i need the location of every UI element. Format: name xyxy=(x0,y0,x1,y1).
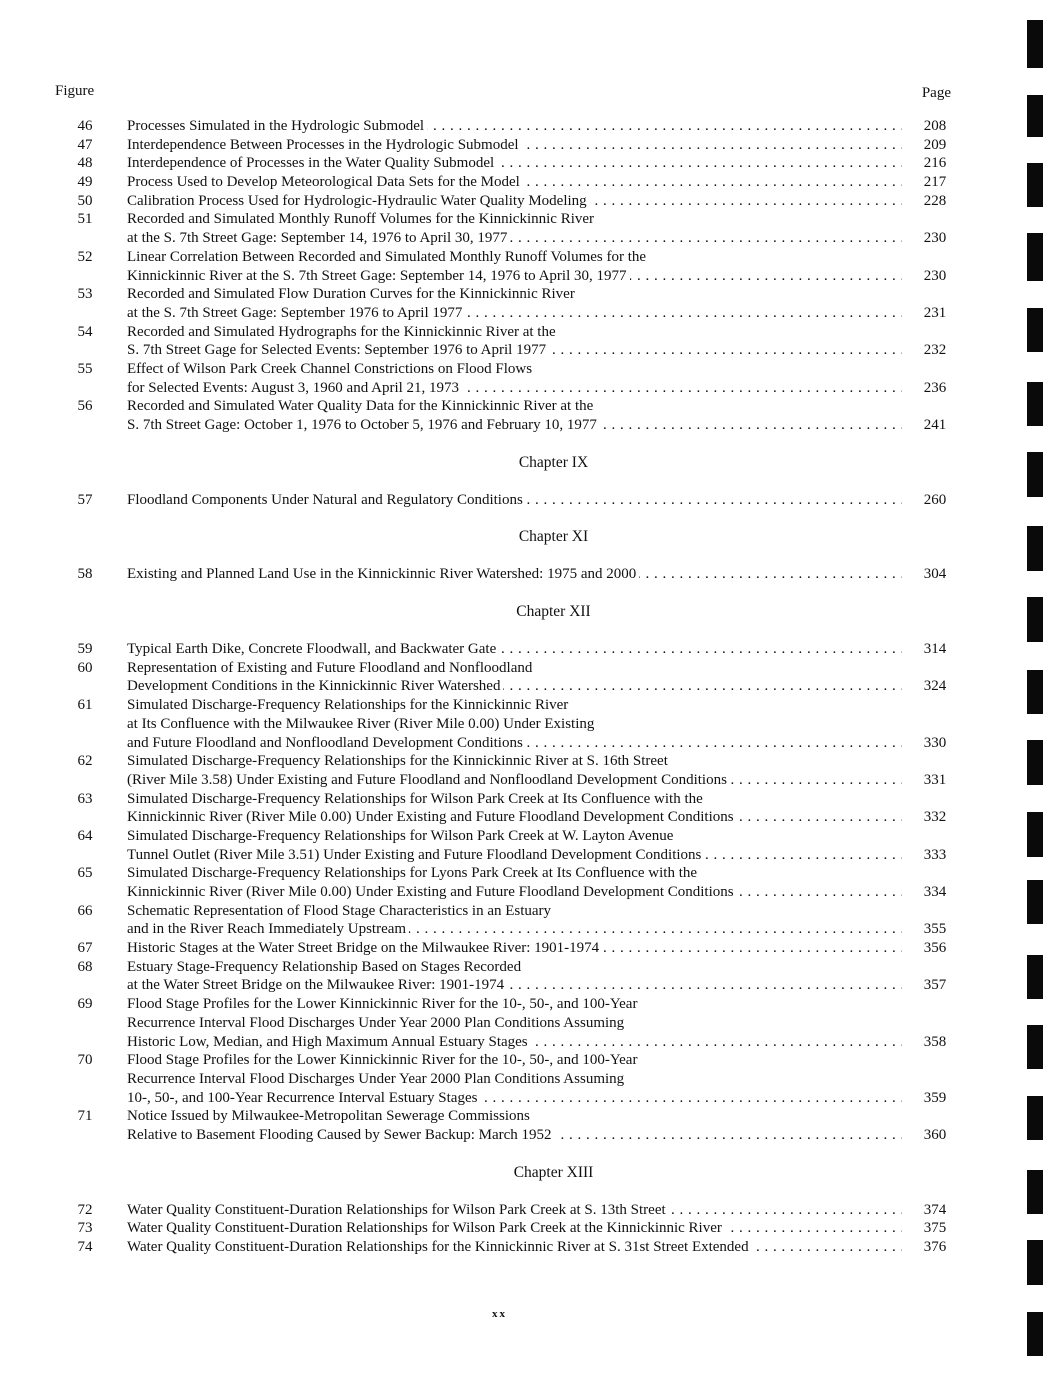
entry-title-text xyxy=(127,677,902,696)
chapter-heading: Chapter XI xyxy=(518,528,589,546)
scan-mark xyxy=(1027,1170,1043,1214)
entry-title-text xyxy=(127,173,902,192)
figure-title-line: Kinnickinnic River (River Mile 0.00) Under Existing and Future Floodland Development Conditions xyxy=(127,809,737,825)
figure-number: 57 xyxy=(77,491,93,508)
entry-title-text xyxy=(127,304,902,323)
entry-line xyxy=(0,640,1057,659)
entry-line xyxy=(0,790,1057,809)
page-number: 208 xyxy=(923,118,947,134)
entry-line xyxy=(0,995,1057,1014)
entry-line xyxy=(0,659,1057,678)
entry-title-text xyxy=(127,715,907,734)
entry-line xyxy=(0,491,1057,510)
figure-entry xyxy=(0,659,1057,696)
figure-number: 58 xyxy=(77,566,93,583)
entry-title-text xyxy=(127,696,907,715)
entry-title-text xyxy=(127,659,907,678)
entry-line xyxy=(0,1033,1057,1052)
entry-line xyxy=(0,883,1057,902)
figure-number: 50 xyxy=(77,192,93,209)
page-number: 216 xyxy=(923,155,947,172)
scan-mark xyxy=(1027,308,1043,352)
figure-title-line: at the S. 7th Street Gage: September 14, 1976 to April 30, 1977 xyxy=(127,230,510,246)
figure-number: 73 xyxy=(77,1220,93,1237)
figure-entry xyxy=(0,1219,1057,1238)
entry-line xyxy=(0,1107,1057,1126)
entry-line xyxy=(0,341,1057,360)
entry-line xyxy=(0,734,1057,753)
figure-title-line: Estuary Stage-Frequency Relationship Based on Stages Recorded xyxy=(127,959,524,975)
figure-entry xyxy=(0,1051,1057,1107)
figure-number: 47 xyxy=(77,136,93,153)
figure-title-line: Existing and Planned Land Use in the Kinnickinnic River Watershed: 1975 and 2000 xyxy=(127,566,639,582)
scan-mark xyxy=(1027,20,1043,68)
entry-title-text xyxy=(127,229,902,248)
entry-line xyxy=(0,248,1057,267)
scan-mark xyxy=(1027,163,1043,207)
figure-title-line: and in the River Reach Immediately Upstream xyxy=(127,921,409,937)
figure-entry xyxy=(0,360,1057,397)
figure-number: 51 xyxy=(77,211,93,228)
page-number: 304 xyxy=(923,566,947,583)
figure-title-line: Water Quality Constituent-Duration Relationships for the Kinnickinnic River at S. 31st Street Extended xyxy=(127,1239,752,1255)
entry-line xyxy=(0,1238,1057,1257)
figure-title-line: Simulated Discharge-Frequency Relationships for Lyons Park Creek at Its Confluence with the xyxy=(127,865,700,881)
figure-entry xyxy=(0,397,1057,434)
figure-number: 64 xyxy=(77,827,93,844)
entry-title-text xyxy=(127,136,902,155)
entry-line xyxy=(0,416,1057,435)
page-number: 228 xyxy=(923,192,947,209)
figure-title-line: Development Conditions in the Kinnickinnic River Watershed xyxy=(127,678,503,694)
page-number: 331 xyxy=(923,771,947,788)
entry-title-text xyxy=(127,491,902,510)
entry-title-text xyxy=(127,1238,902,1257)
figure-title-line: Notice Issued by Milwaukee-Metropolitan Sewerage Commissions xyxy=(127,1108,533,1124)
entry-title-text xyxy=(127,360,907,379)
entry-title-text xyxy=(127,1033,902,1052)
figure-title-line: Calibration Process Used for Hydrologic-Hydraulic Water Quality Modeling xyxy=(127,193,590,209)
figure-number: 65 xyxy=(77,865,93,882)
figure-number: 54 xyxy=(77,323,93,340)
figure-title-line: Effect of Wilson Park Creek Channel Constrictions on Flood Flows xyxy=(127,361,535,377)
entry-line xyxy=(0,1201,1057,1220)
figure-title-line: Typical Earth Dike, Concrete Floodwall, and Backwater Gate xyxy=(127,641,499,657)
figure-title-line: Relative to Basement Flooding Caused by Sewer Backup: March 1952 xyxy=(127,1127,555,1143)
page-number: 324 xyxy=(923,678,947,695)
scan-mark xyxy=(1027,382,1043,426)
figure-title-line: S. 7th Street Gage for Selected Events: September 1976 to April 1977 xyxy=(127,342,549,358)
entry-title-text xyxy=(127,1107,907,1126)
entry-line xyxy=(0,267,1057,286)
entry-title-text xyxy=(127,323,907,342)
entry-title-text xyxy=(127,920,902,939)
entry-title-text xyxy=(127,397,907,416)
figure-title-line: 10-, 50-, and 100-Year Recurrence Interval Estuary Stages xyxy=(127,1090,480,1106)
list-of-figures xyxy=(0,117,1057,1257)
entry-line xyxy=(0,752,1057,771)
entry-line xyxy=(0,192,1057,211)
entry-line xyxy=(0,1014,1057,1033)
figure-title-line: Interdependence of Processes in the Water Quality Submodel xyxy=(127,155,497,171)
entry-title-text xyxy=(127,640,902,659)
page-number: 232 xyxy=(923,342,947,359)
figure-number: 68 xyxy=(77,958,93,975)
figure-number: 71 xyxy=(77,1108,93,1125)
figure-number: 62 xyxy=(77,753,93,770)
entry-title-text xyxy=(127,883,902,902)
figure-title-line: Tunnel Outlet (River Mile 3.51) Under Existing and Future Floodland Development Conditions xyxy=(127,847,704,863)
figure-entry xyxy=(0,285,1057,322)
entry-line xyxy=(0,902,1057,921)
page-number-footer: xx xyxy=(492,1308,507,1320)
page-number: 230 xyxy=(923,267,947,284)
figure-entry xyxy=(0,136,1057,155)
entry-title-text xyxy=(127,1014,907,1033)
entry-title-text xyxy=(127,846,902,865)
page-number: 360 xyxy=(923,1126,947,1143)
entry-line xyxy=(0,827,1057,846)
entry-title-text xyxy=(127,565,902,584)
entry-title-text xyxy=(127,416,902,435)
entry-title-text xyxy=(127,248,907,267)
entry-line xyxy=(0,696,1057,715)
entry-title-text xyxy=(127,808,902,827)
figure-entry xyxy=(0,939,1057,958)
entry-title-text xyxy=(127,734,902,753)
figure-title-line: Simulated Discharge-Frequency Relationships for Wilson Park Creek at Its Confluence with the xyxy=(127,791,706,807)
entry-line xyxy=(0,846,1057,865)
page-number: 231 xyxy=(923,304,947,321)
figure-number: 52 xyxy=(77,248,93,265)
entry-line xyxy=(0,323,1057,342)
figure-entry xyxy=(0,154,1057,173)
figure-entry xyxy=(0,1201,1057,1220)
figure-entry xyxy=(0,323,1057,360)
scan-mark xyxy=(1027,670,1043,714)
figure-title-line: Historic Low, Median, and High Maximum Annual Estuary Stages xyxy=(127,1034,531,1050)
page-number: 374 xyxy=(923,1201,947,1218)
figure-title-line: Floodland Components Under Natural and Regulatory Conditions xyxy=(127,492,526,508)
figure-column-header: Figure xyxy=(55,83,95,99)
figure-number: 66 xyxy=(77,902,93,919)
figure-title-line: at the S. 7th Street Gage: September 1976 to April 1977 xyxy=(127,305,465,321)
page-number: 376 xyxy=(923,1239,947,1255)
entry-line xyxy=(0,958,1057,977)
entry-title-text xyxy=(127,210,907,229)
scan-mark xyxy=(1027,1096,1043,1140)
figure-title-line: Recurrence Interval Flood Discharges Under Year 2000 Plan Conditions Assuming xyxy=(127,1071,627,1087)
entry-line xyxy=(0,715,1057,734)
entry-title-text xyxy=(127,192,902,211)
figure-title-line: Processes Simulated in the Hydrologic Submodel xyxy=(127,118,427,134)
entry-line xyxy=(0,229,1057,248)
entry-title-text xyxy=(127,790,907,809)
figure-entry xyxy=(0,117,1057,136)
page-number: 357 xyxy=(923,977,947,994)
entry-line xyxy=(0,397,1057,416)
entry-line xyxy=(0,864,1057,883)
figure-number: 56 xyxy=(77,398,93,415)
entry-title-text xyxy=(127,958,907,977)
figure-title-line: Schematic Representation of Flood Stage Characteristics in an Estuary xyxy=(127,903,554,919)
chapter-heading: Chapter XII xyxy=(516,603,591,621)
page-number: 314 xyxy=(923,641,947,658)
figure-entry xyxy=(0,491,1057,510)
entry-title-text xyxy=(127,995,907,1014)
entry-line xyxy=(0,210,1057,229)
figure-title-line: Flood Stage Profiles for the Lower Kinnickinnic River for the 10-, 50-, and 100-Year xyxy=(127,996,640,1012)
entry-line xyxy=(0,117,1057,136)
figure-title-line: Linear Correlation Between Recorded and Simulated Monthly Runoff Volumes for the xyxy=(127,249,649,265)
entry-line xyxy=(0,939,1057,958)
entry-line xyxy=(0,1089,1057,1108)
entry-line xyxy=(0,285,1057,304)
figure-number: 74 xyxy=(77,1239,93,1255)
figure-title-line: Simulated Discharge-Frequency Relationships for Wilson Park Creek at W. Layton Avenue xyxy=(127,828,676,844)
figure-entry xyxy=(0,192,1057,211)
entry-title-text xyxy=(127,902,907,921)
figure-title-line: for Selected Events: August 3, 1960 and April 21, 1973 xyxy=(127,380,462,396)
figure-title-line: Water Quality Constituent-Duration Relationships for Wilson Park Creek at S. 13th Street xyxy=(127,1202,669,1218)
entry-line xyxy=(0,808,1057,827)
entry-title-text xyxy=(127,1201,902,1220)
entry-title-text xyxy=(127,1089,902,1108)
figure-title-line: Water Quality Constituent-Duration Relationships for Wilson Park Creek at the Kinnickinnic River xyxy=(127,1220,725,1236)
entry-line xyxy=(0,771,1057,790)
figure-number: 67 xyxy=(77,940,93,957)
figure-title-line: Recorded and Simulated Flow Duration Curves for the Kinnickinnic River xyxy=(127,286,578,302)
entry-line xyxy=(0,976,1057,995)
figure-entry xyxy=(0,1238,1057,1257)
scan-mark xyxy=(1027,95,1043,137)
figure-number: 53 xyxy=(77,286,93,303)
page-number: 356 xyxy=(923,940,947,957)
entry-title-text xyxy=(127,827,907,846)
entry-title-text xyxy=(127,864,907,883)
scan-mark xyxy=(1027,452,1043,497)
figure-number: 46 xyxy=(77,118,93,134)
figure-number: 70 xyxy=(77,1052,93,1069)
figure-entry xyxy=(0,696,1057,752)
page-number: 359 xyxy=(923,1089,947,1106)
figure-number: 69 xyxy=(77,996,93,1013)
entry-line xyxy=(0,173,1057,192)
page-number: 358 xyxy=(923,1033,947,1050)
page-number: 241 xyxy=(923,417,947,433)
figure-entry xyxy=(0,1107,1057,1144)
entry-title-text xyxy=(127,1219,902,1238)
page-number: 236 xyxy=(923,379,947,396)
scan-mark xyxy=(1027,812,1043,857)
entry-title-text xyxy=(127,379,902,398)
figure-entry xyxy=(0,995,1057,1051)
figure-title-line: Flood Stage Profiles for the Lower Kinnickinnic River for the 10-, 50-, and 100-Year xyxy=(127,1052,640,1068)
figure-number: 61 xyxy=(77,697,93,714)
scan-mark xyxy=(1027,1312,1043,1356)
page-number: 355 xyxy=(923,921,947,938)
scan-mark xyxy=(1027,955,1043,999)
scan-mark xyxy=(1027,880,1043,924)
entry-title-text xyxy=(127,267,902,286)
figure-entry xyxy=(0,864,1057,901)
figure-title-line: Historic Stages at the Water Street Bridge on the Milwaukee River: 1901-1974 xyxy=(127,940,602,956)
figure-entry xyxy=(0,827,1057,864)
entry-line xyxy=(0,565,1057,584)
entry-line xyxy=(0,1219,1057,1238)
entry-line xyxy=(0,154,1057,173)
page-number: 334 xyxy=(923,884,947,900)
page-number: 375 xyxy=(923,1220,947,1237)
entry-title-text xyxy=(127,1126,902,1145)
figure-number: 55 xyxy=(77,360,93,377)
entry-line xyxy=(0,1051,1057,1070)
figure-title-line: Recorded and Simulated Water Quality Data for the Kinnickinnic River at the xyxy=(127,398,596,414)
chapter-heading: Chapter XIII xyxy=(513,1163,594,1181)
entry-line xyxy=(0,677,1057,696)
entry-title-text xyxy=(127,1051,907,1070)
chapter-heading: Chapter IX xyxy=(518,453,589,471)
figure-title-line: Recurrence Interval Flood Discharges Under Year 2000 Plan Conditions Assuming xyxy=(127,1015,627,1031)
entry-line xyxy=(0,360,1057,379)
figure-title-line: Interdependence Between Processes in the Hydrologic Submodel xyxy=(127,137,522,153)
scan-mark xyxy=(1027,1240,1043,1285)
entry-title-text xyxy=(127,1070,907,1089)
figure-title-line: Kinnickinnic River at the S. 7th Street Gage: September 14, 1976 to April 30, 1977 xyxy=(127,268,630,284)
page-number: 217 xyxy=(923,174,947,191)
scan-mark xyxy=(1027,597,1043,642)
figure-title-line: Simulated Discharge-Frequency Relationships for the Kinnickinnic River at S. 16th Street xyxy=(127,753,671,769)
entry-line xyxy=(0,1070,1057,1089)
entry-line xyxy=(0,379,1057,398)
figure-title-line: Recorded and Simulated Monthly Runoff Volumes for the Kinnickinnic River xyxy=(127,211,597,227)
figure-entry xyxy=(0,902,1057,939)
figure-title-line: at the Water Street Bridge on the Milwaukee River: 1901-1974 xyxy=(127,977,507,993)
page-number: 330 xyxy=(923,734,947,751)
figure-title-line: Recorded and Simulated Hydrographs for the Kinnickinnic River at the xyxy=(127,324,559,340)
figure-entry xyxy=(0,958,1057,995)
figure-title-line: Simulated Discharge-Frequency Relationships for the Kinnickinnic River xyxy=(127,697,571,713)
figure-number: 49 xyxy=(77,174,93,191)
figure-number: 72 xyxy=(77,1201,93,1218)
entry-title-text xyxy=(127,341,902,360)
page-number: 333 xyxy=(923,846,947,863)
figure-number: 63 xyxy=(77,790,93,807)
figure-entry xyxy=(0,248,1057,285)
page-column-header: Page xyxy=(921,85,951,101)
page-number: 260 xyxy=(923,491,947,508)
scan-mark xyxy=(1027,233,1043,281)
entry-title-text xyxy=(127,285,907,304)
figure-title-line: S. 7th Street Gage: October 1, 1976 to October 5, 1976 and February 10, 1977 xyxy=(127,417,600,433)
page-number: 209 xyxy=(923,136,947,153)
scan-mark xyxy=(1027,1025,1043,1069)
entry-title-text xyxy=(127,117,902,136)
figure-title-line: Representation of Existing and Future Floodland and Nonfloodland xyxy=(127,660,535,676)
scan-mark xyxy=(1027,526,1043,571)
entry-line xyxy=(0,1126,1057,1145)
figure-entry xyxy=(0,210,1057,247)
figure-entry xyxy=(0,790,1057,827)
figure-number: 60 xyxy=(77,659,93,676)
page-number: 332 xyxy=(923,809,947,826)
entry-line xyxy=(0,920,1057,939)
figure-title-line: at Its Confluence with the Milwaukee River (River Mile 0.00) Under Existing xyxy=(127,716,597,732)
figure-title-line: Kinnickinnic River (River Mile 0.00) Under Existing and Future Floodland Development Conditions xyxy=(127,884,737,900)
scan-mark xyxy=(1027,740,1043,785)
figure-title-line: Process Used to Develop Meteorological Data Sets for the Model xyxy=(127,174,523,190)
entry-title-text xyxy=(127,976,902,995)
figure-entry xyxy=(0,640,1057,659)
figure-entry xyxy=(0,565,1057,584)
figure-title-line: (River Mile 3.58) Under Existing and Future Floodland and Nonfloodland Development Conditions xyxy=(127,772,730,788)
entry-line xyxy=(0,304,1057,323)
entry-title-text xyxy=(127,154,902,173)
figure-number: 48 xyxy=(77,155,93,172)
entry-title-text xyxy=(127,939,902,958)
page-number: 230 xyxy=(923,230,947,247)
figure-title-line: and Future Floodland and Nonfloodland Development Conditions xyxy=(127,735,526,751)
entry-line xyxy=(0,136,1057,155)
figure-entry xyxy=(0,173,1057,192)
figure-entry xyxy=(0,752,1057,789)
figure-number: 59 xyxy=(77,641,93,658)
entry-title-text xyxy=(127,752,907,771)
entry-title-text xyxy=(127,771,902,790)
